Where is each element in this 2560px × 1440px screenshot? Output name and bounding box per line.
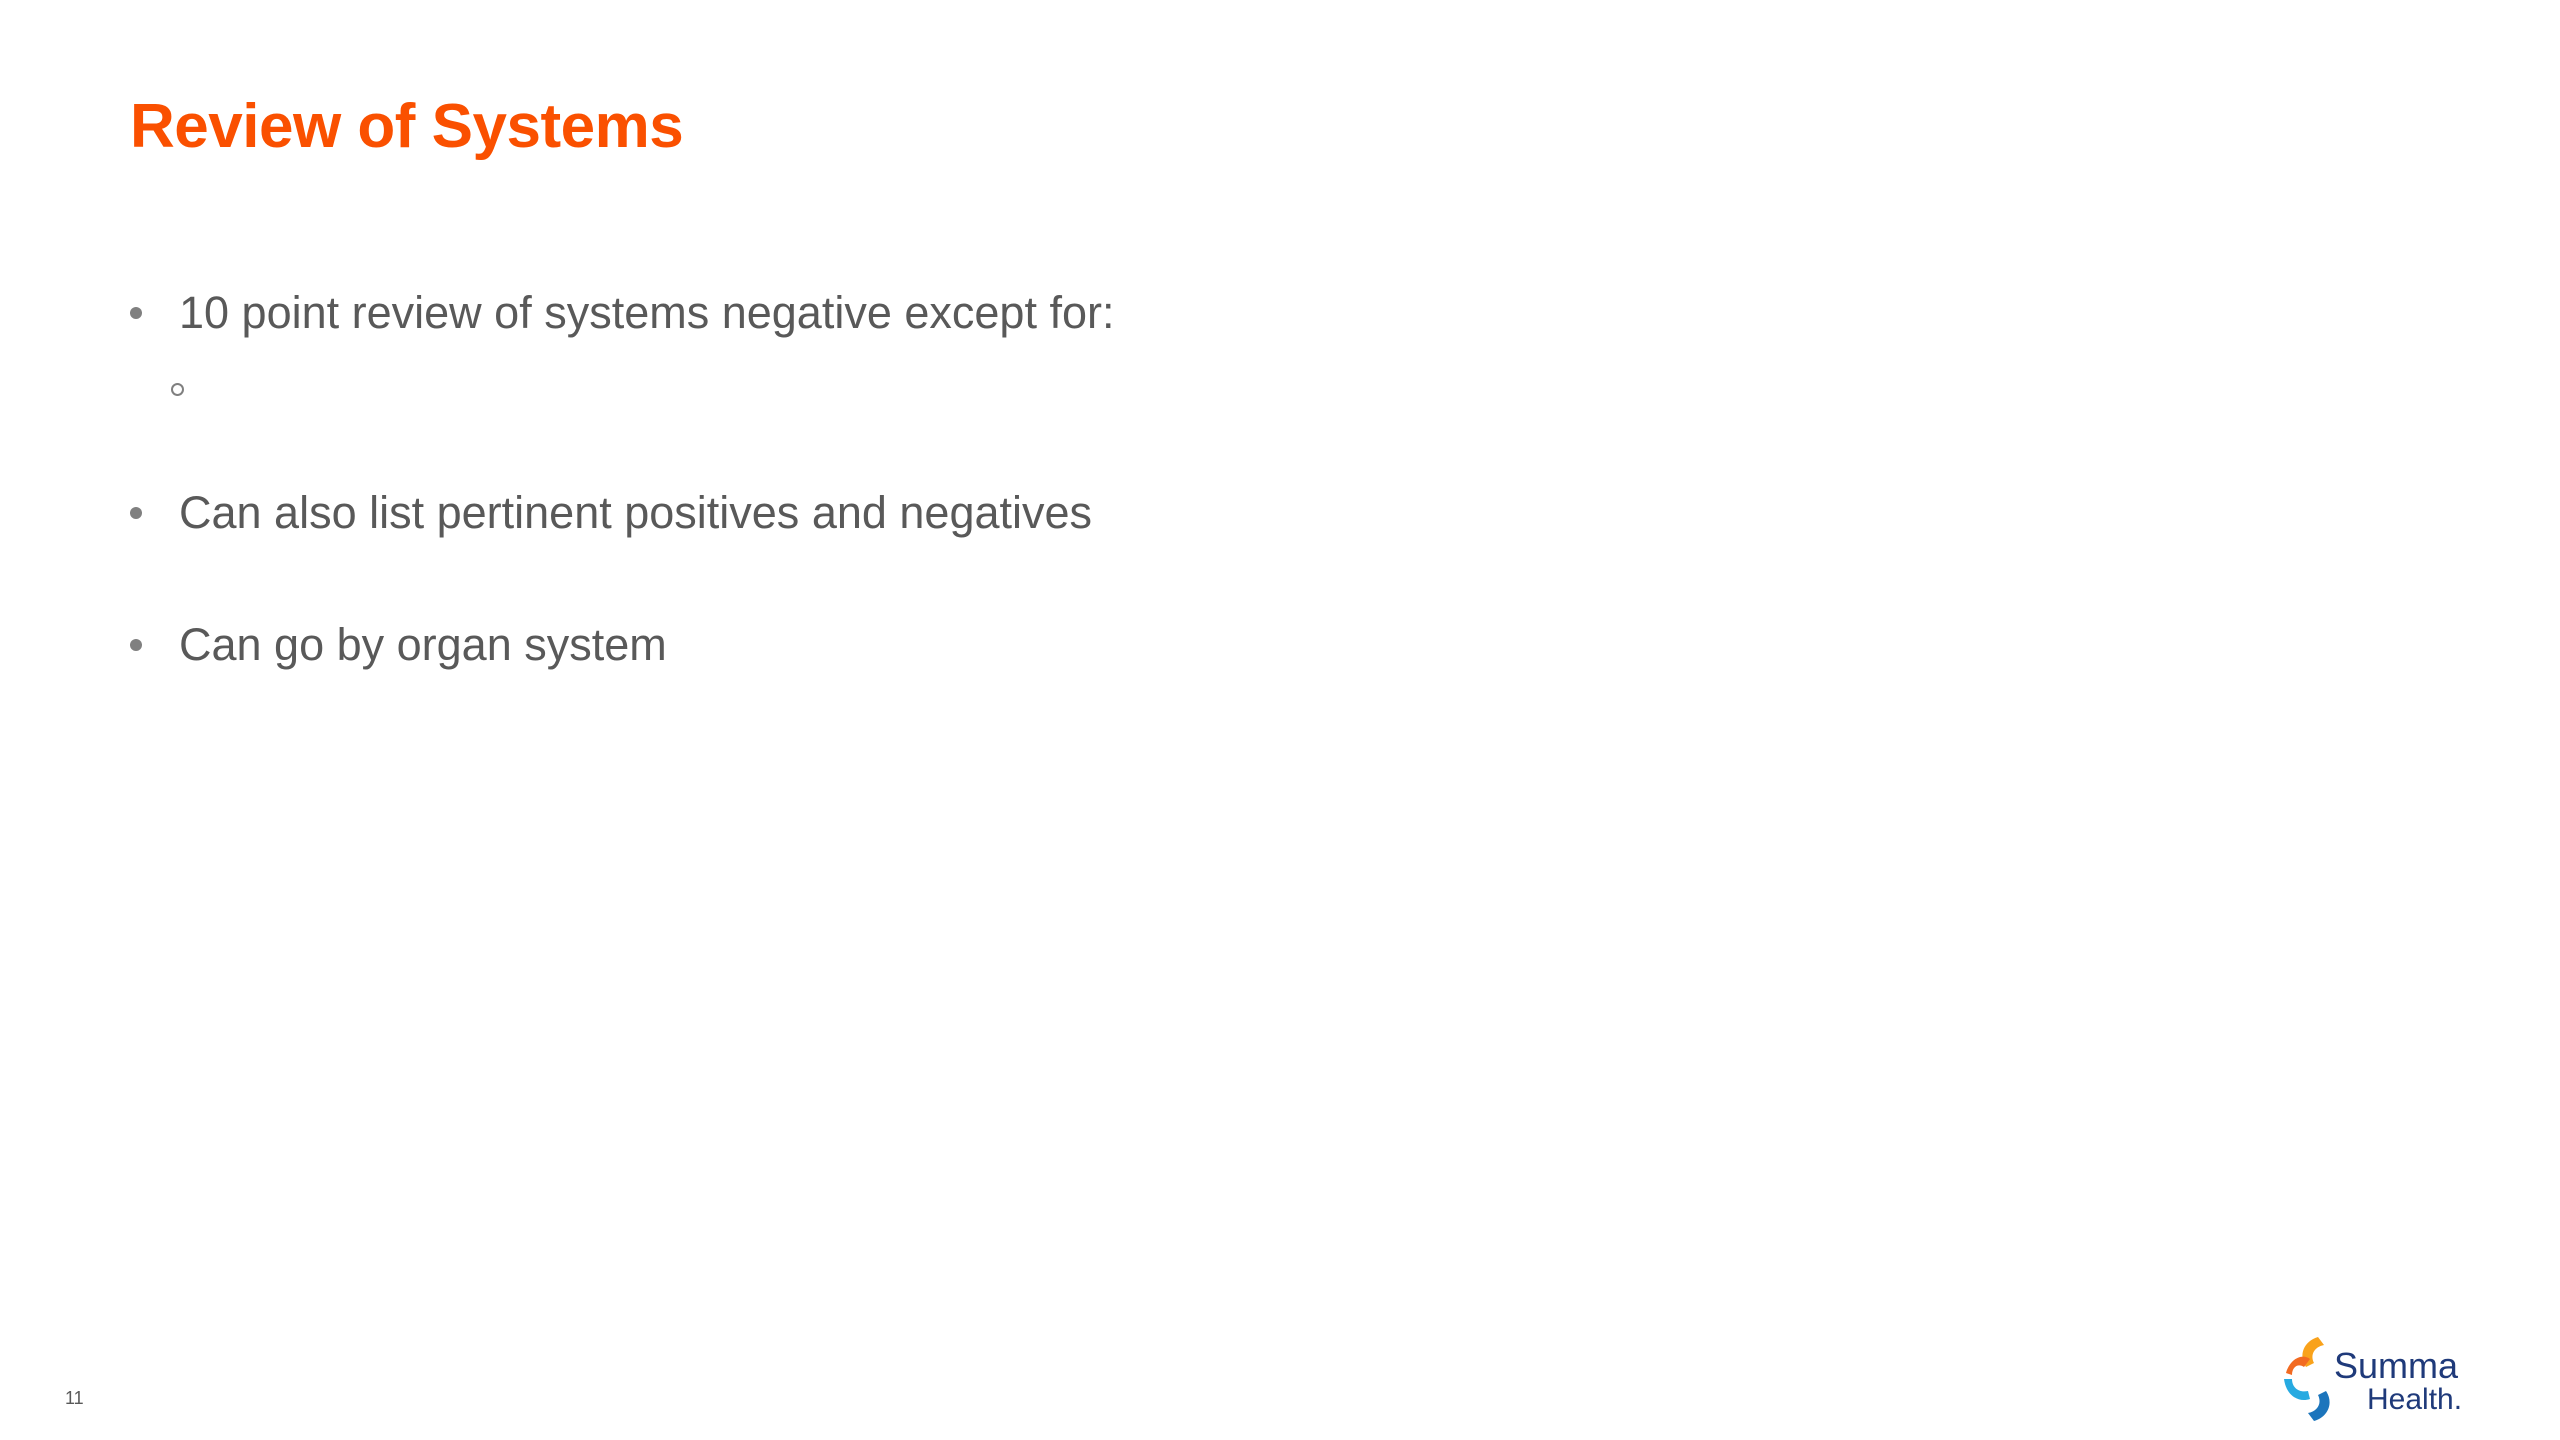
page-number: 11 — [65, 1388, 84, 1408]
slide-title: Review of Systems — [130, 92, 684, 161]
bullet-text: 10 point review of systems negative except for: — [179, 287, 1115, 338]
bullet-dot-icon — [130, 507, 142, 519]
summa-health-logo — [2280, 1333, 2480, 1425]
logo-word-summa: Summa — [2334, 1345, 2459, 1386]
bullet-item — [130, 287, 1115, 338]
logo-word-health: Health. — [2367, 1383, 2463, 1416]
bullet-item — [130, 619, 667, 670]
bullet-item — [130, 487, 1093, 538]
bullet-dot-icon — [130, 307, 142, 319]
bullet-text: Can also list pertinent positives and negatives — [179, 487, 1093, 538]
bullet-text: Can go by organ system — [179, 619, 667, 670]
empty-sub-bullet-icon — [171, 383, 184, 396]
bullet-dot-icon — [130, 639, 142, 651]
summa-health-logo-mark-icon — [2280, 1333, 2340, 1425]
